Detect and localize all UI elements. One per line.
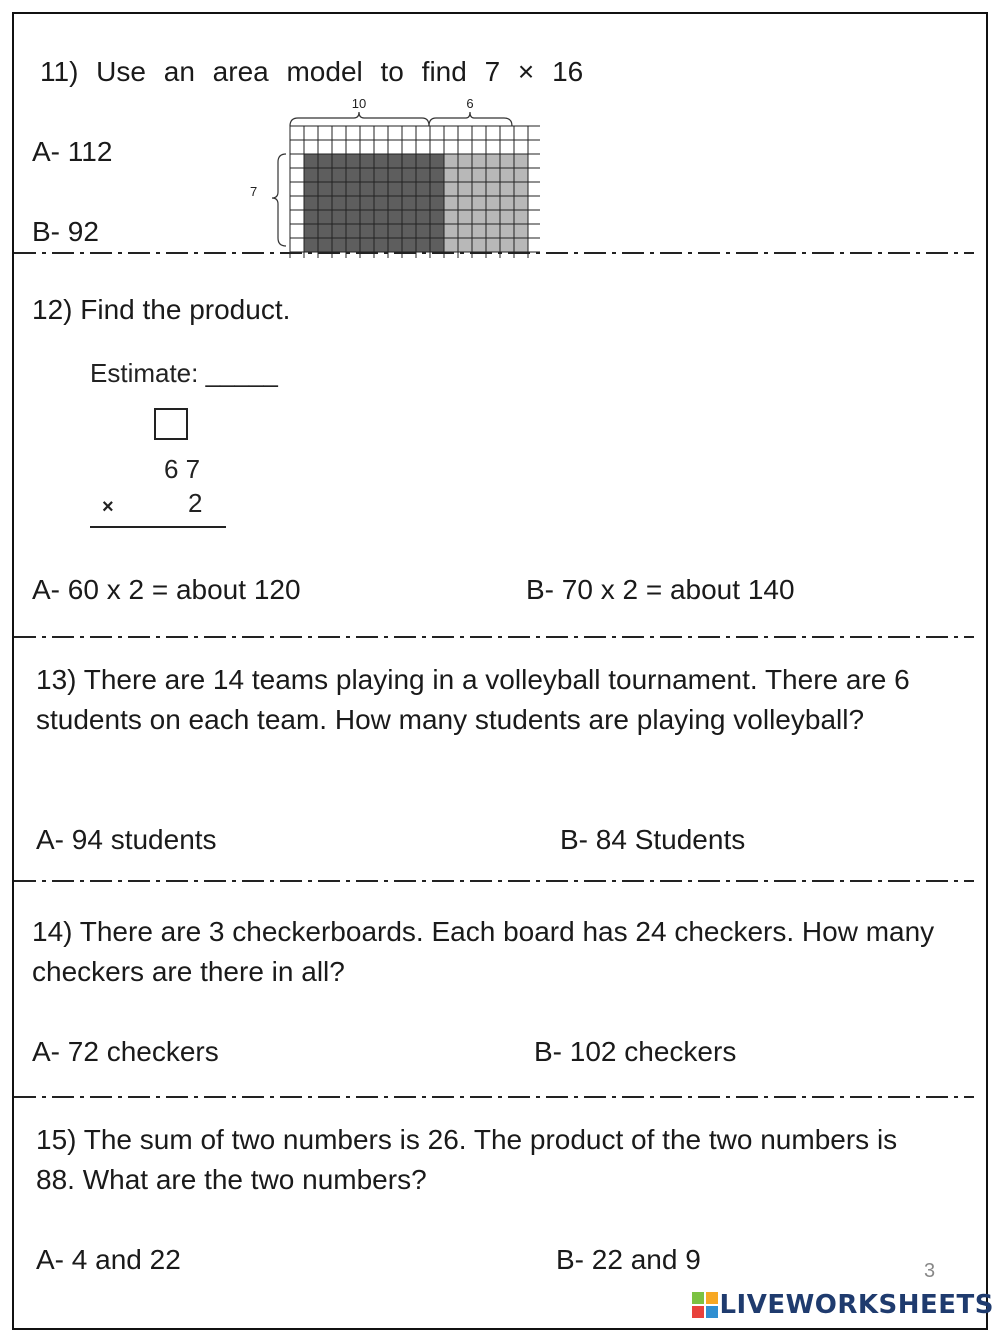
brace-side: [272, 154, 286, 246]
area-model-label-7: 7: [250, 184, 258, 199]
q14-question: 14) There are 3 checkerboards. Each board has 24 checkers. How many checkers are there in all?: [32, 916, 935, 987]
q12-option-b[interactable]: B- 70 x 2 = about 140: [526, 574, 795, 605]
liveworksheets-logo[interactable]: [691, 1290, 994, 1320]
q12-answer-line: [90, 526, 226, 528]
area-model-label-10: 10: [351, 96, 367, 111]
q11-option-b[interactable]: B- 92: [32, 216, 99, 247]
q13-option-b[interactable]: B- 84 Students: [560, 824, 746, 855]
separator-2: [14, 636, 974, 638]
area-model-label-6: 6: [466, 96, 474, 111]
worksheet-page: [12, 12, 988, 1330]
q12-question: 12) Find the product.: [32, 294, 291, 325]
separator-4: [14, 1096, 974, 1098]
q15-option-b[interactable]: B- 22 and 9: [556, 1244, 701, 1275]
brand-name: LIVEWORKSHEETS: [719, 1290, 994, 1320]
q12-option-a[interactable]: A- 60 x 2 = about 120: [32, 574, 301, 605]
q12-carry-box[interactable]: [154, 408, 188, 440]
q12-estimate[interactable]: Estimate: _____: [90, 358, 278, 388]
brace-top-left: [290, 112, 429, 126]
q12-bottom-number: 2: [188, 488, 203, 518]
brace-top-right: [429, 112, 512, 126]
q14-option-a[interactable]: A- 72 checkers: [32, 1036, 219, 1067]
q12-top-number: 6 7: [164, 454, 201, 484]
separator-3: [14, 880, 974, 882]
q13-question: 13) There are 14 teams playing in a volleyball tournament. There are 6 students on each team. How many students are playing volleyball?: [36, 664, 910, 735]
q15-option-a[interactable]: A- 4 and 22: [36, 1244, 181, 1275]
area-model-grid: [242, 92, 542, 258]
q14-option-b[interactable]: B- 102 checkers: [534, 1036, 737, 1067]
page-number: 3: [924, 1260, 936, 1282]
liveworksheets-icon: [691, 1291, 719, 1319]
q11-option-a[interactable]: A- 112: [32, 136, 113, 167]
separator-1: [14, 252, 974, 254]
q15-question: 15) The sum of two numbers is 26. The product of the two numbers is 88. What are the two numbers?: [36, 1124, 898, 1195]
q11-question: 11) Use an area model to find 7 × 16: [40, 56, 584, 87]
q12-times-sign: ×: [102, 496, 114, 518]
q13-option-a[interactable]: A- 94 students: [36, 824, 217, 855]
